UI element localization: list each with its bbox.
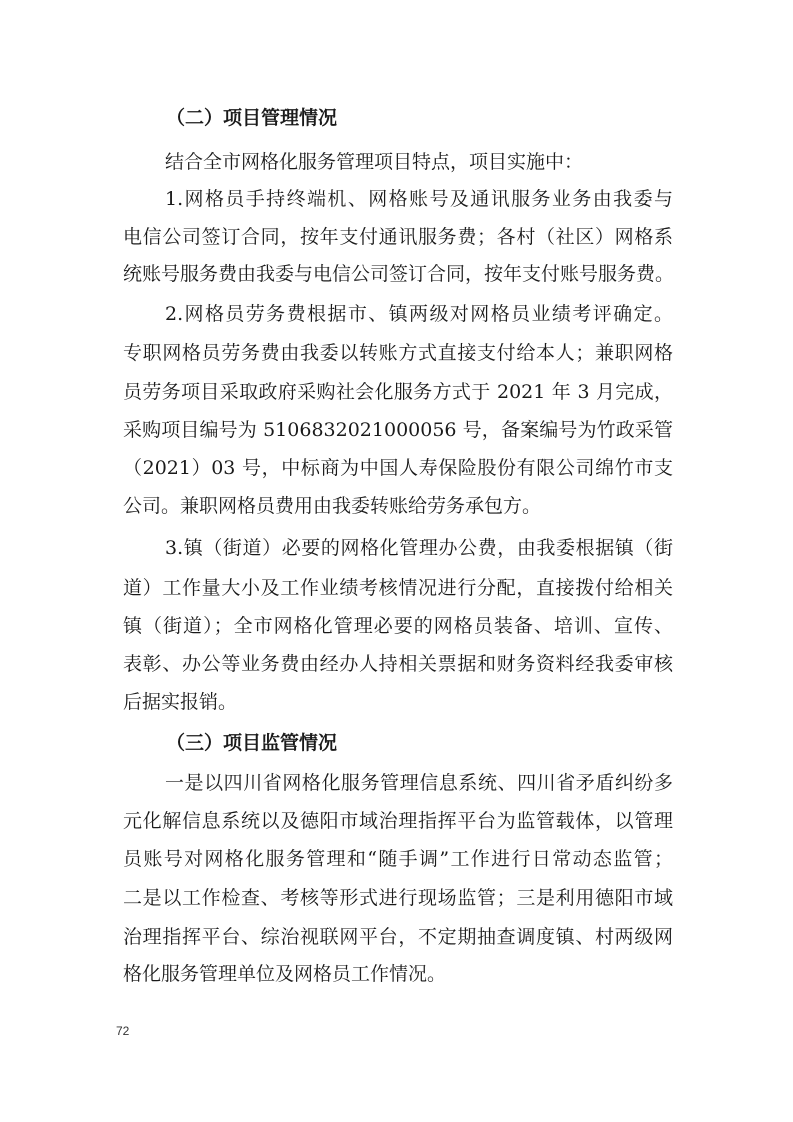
paragraph-line: 电信公司签订合同，按年支付通讯服务费；各村（社区）网格系 <box>123 226 673 248</box>
paragraph-line: 元化解信息系统以及德阳市域治理指挥平台为监管载体，以管理 <box>123 810 673 832</box>
paragraph-line: 道）工作量大小及工作业绩考核情况进行分配，直接拨付给相关 <box>123 577 673 599</box>
paragraph-line: 二是以工作检查、考核等形式进行现场监管；三是利用德阳市域 <box>123 887 673 909</box>
paragraph-line: 结合全市网格化服务管理项目特点，项目实施中： <box>165 151 584 173</box>
paragraph-line: 治理指挥平台、综治视联网平台，不定期抽查调度镇、村两级网 <box>123 926 673 948</box>
paragraph-line: 采购项目编号为 5106832021000056 号，备案编号为竹政采管 <box>123 419 673 441</box>
section-heading-project-management: （二）项目管理情况 <box>166 107 338 129</box>
paragraph-line: （2021）03 号，中标商为中国人寿保险股份有限公司绵竹市支 <box>123 457 673 479</box>
section-heading-project-supervision: （三）项目监管情况 <box>166 732 338 754</box>
page-number: 72 <box>116 1024 130 1038</box>
paragraph-line: 员劳务项目采取政府采购社会化服务方式于 2021 年 3 月完成， <box>123 381 673 403</box>
paragraph-line: 一是以四川省网格化服务管理信息系统、四川省矛盾纠纷多 <box>165 772 673 794</box>
paragraph-line: 公司。兼职网格员费用由我委转账给劳务承包方。 <box>123 495 542 517</box>
paragraph-line: 2.网格员劳务费根据市、镇两级对网格员业绩考评确定。 <box>165 303 673 325</box>
paragraph-line: 统账号服务费由我委与电信公司签订合同，按年支付账号服务费。 <box>123 263 675 285</box>
paragraph-line: 格化服务管理单位及网格员工作情况。 <box>123 963 447 985</box>
paragraph-line: 表彰、办公等业务费由经办人持相关票据和财务资料经我委审核 <box>123 653 673 675</box>
paragraph-line: 员账号对网格化服务管理和“随手调”工作进行日常动态监管； <box>123 848 673 870</box>
paragraph-line: 后据实报销。 <box>123 691 238 713</box>
paragraph-line: 专职网格员劳务费由我委以转账方式直接支付给本人；兼职网格 <box>123 342 673 364</box>
paragraph-line: 镇（街道）；全市网格化管理必要的网格员装备、培训、宣传、 <box>123 615 673 637</box>
paragraph-line: 1.网格员手持终端机、网格账号及通讯服务业务由我委与 <box>165 188 673 210</box>
paragraph-line: 3.镇（街道）必要的网格化管理办公费，由我委根据镇（街 <box>165 537 673 559</box>
